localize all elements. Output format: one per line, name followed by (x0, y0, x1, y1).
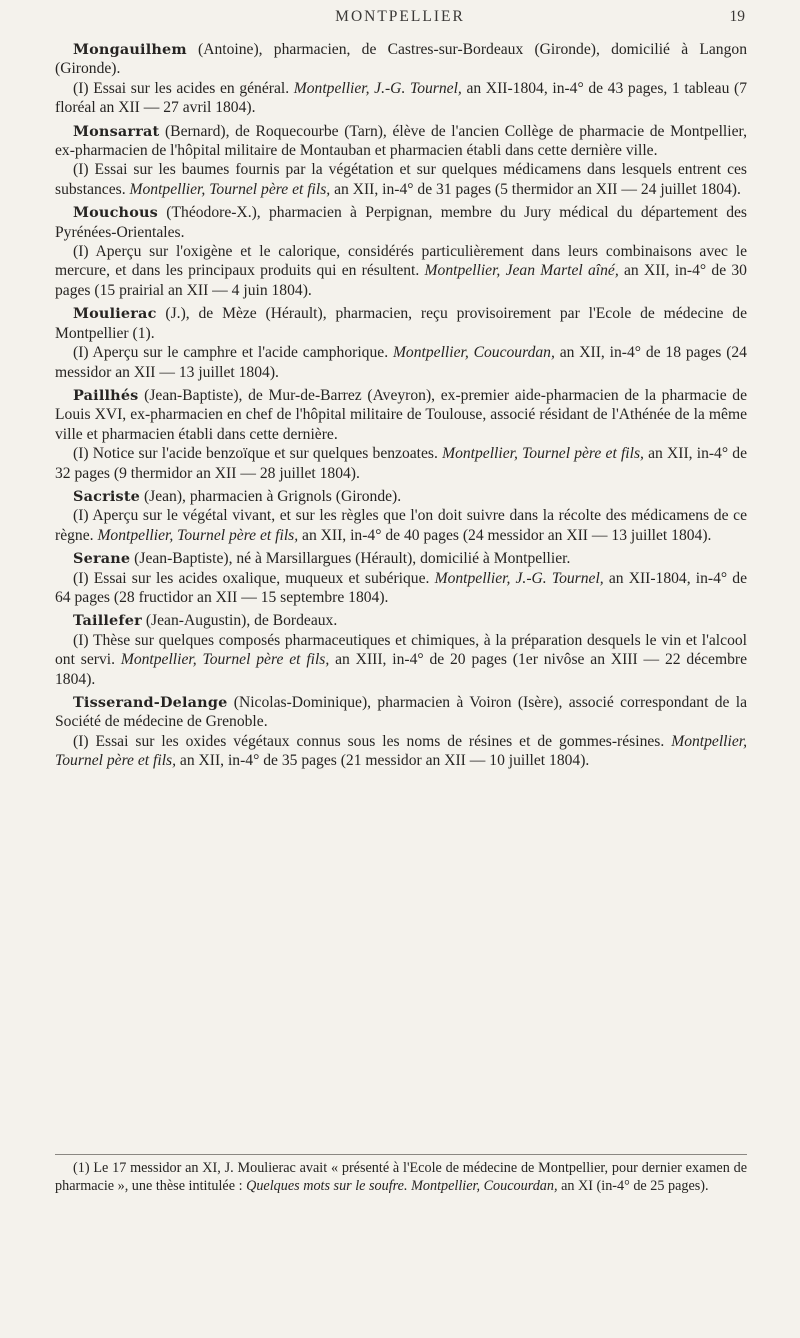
running-title: MONTPELLIER (335, 8, 465, 25)
author-description: (Nicolas-Dominique), pharmacien à Voiron (Isère), associé correspondant de la Société de médecine de Grenoble. (55, 694, 747, 731)
entry-heading (55, 40, 747, 79)
work-details: an XII-1804, in-4° de 43 pages, 1 tableau (7 floréal an XII — 27 avril 1804). (55, 79, 748, 117)
work-title: (I) Essai sur les acides en général. (73, 79, 294, 97)
author-name: Mongauilhem (73, 41, 187, 58)
entry-heading (55, 122, 747, 161)
work-details: an XII, in-4° de 18 pages (24 messidor an XII — 13 juillet 1804). (55, 344, 747, 381)
work-citation (55, 569, 747, 608)
footnote-title: Quelques mots sur le soufre. Montpellier, Coucourdan, (246, 1177, 558, 1194)
work-title: (I) Thèse sur quelques composés pharmaceutiques et chimiques, à la préparation desquels le vin et l'alcool ont servi. (55, 631, 747, 669)
author-description: (Antoine), pharmacien, de Castres-sur-Bordeaux (Gironde), domicilié à Langon (Gironde). (55, 41, 747, 78)
author-description: (Jean-Augustin), de Bordeaux. (141, 612, 338, 630)
entry-tisserand-delange (55, 693, 747, 771)
footnote-separator (55, 1154, 747, 1155)
author-description: (Théodore-X.), pharmacien à Perpignan, membre du Jury médical du département des Pyrénées-Orientales. (55, 204, 747, 241)
work-citation (55, 631, 747, 689)
work-title: (I) Essai sur les baumes fournis par la végétation et sur quelques médicamens dans lesquels entrent ces substances. (55, 161, 747, 198)
work-citation (55, 444, 747, 483)
work-title: (I) Aperçu sur le camphre et l'acide camphorique. (73, 344, 393, 362)
entry-heading (55, 386, 747, 444)
author-description: (Bernard), de Roquecourbe (Tarn), élève de l'ancien Collège de pharmacie de Montpellier, ex-pharmacien de l'hôpital militaire de Montauban et pharmacien établi dans cette dernière ville. (55, 122, 747, 160)
author-name: Moulierac (73, 305, 157, 323)
work-title: (I) Essai sur les acides oxalique, muqueux et subérique. (73, 569, 435, 587)
entries-list (55, 40, 747, 771)
entry-heading (55, 549, 747, 568)
author-name: Mouchous (73, 204, 158, 222)
footnote-text: (1) Le 17 messidor an XI, J. Moulierac avait « présenté à l'Ecole de médecine de Montpellier, pour dernier examen de pharmacie », une thèse intitulée : (55, 1160, 747, 1194)
work-imprint: Montpellier, Tournel père et fils, (120, 651, 330, 669)
work-imprint: Montpellier, Coucourdan, (392, 344, 555, 362)
work-details: an XII-1804, in-4° de 64 pages (28 fructidor an XII — 15 septembre 1804). (55, 569, 747, 606)
author-name: Paillhés (73, 386, 139, 404)
entry-monsarrat (55, 122, 747, 200)
work-details: an XII, in-4° de 30 pages (15 prairial an XII — 4 juin 1804). (55, 262, 747, 299)
work-details: an XII, in-4° de 31 pages (5 thermidor an XII — 24 juillet 1804). (330, 180, 741, 198)
work-imprint: Montpellier, Tournel père et fils, (97, 526, 299, 544)
work-citation (55, 79, 747, 118)
work-imprint: Montpellier, Jean Martel aîné, (424, 262, 619, 280)
work-details: an XII, in-4° de 32 pages (9 thermidor an XII — 28 juillet 1804). (55, 445, 747, 482)
entry-serane (55, 549, 747, 607)
work-citation (55, 732, 747, 771)
author-name: Tisserand-Delange (73, 694, 228, 711)
author-description: (Jean-Baptiste), de Mur-de-Barrez (Aveyron), ex-premier aide-pharmacien de la pharmacie de Louis XVI, ex-pharmacien en chef de l'hôpital militaire de Toulouse, associé résidant de l'Athénée de la même ville et pharmacien établi dans cette dernière. (55, 386, 747, 443)
entry-mouchous (55, 203, 747, 300)
author-name: Serane (73, 550, 131, 568)
author-name: Taillefer (73, 612, 142, 630)
entry-heading (55, 693, 747, 732)
entry-heading (55, 487, 747, 506)
entry-heading (55, 611, 747, 630)
author-description: (Jean-Baptiste), né à Marsillargues (Hérault), domicilié à Montpellier. (130, 550, 571, 568)
work-title: (I) Essai sur les oxides végétaux connus sous les noms de résines et de gommes-résines. (73, 732, 672, 750)
work-details: an XII, in-4° de 35 pages (21 messidor an XII — 10 juillet 1804). (176, 752, 590, 770)
entry-paillhes (55, 386, 747, 483)
entry-heading (55, 304, 747, 343)
work-details: an XIII, in-4° de 20 pages (1er nivôse an XIII — 22 décembre 1804). (55, 651, 747, 688)
entry-sacriste (55, 487, 747, 545)
entry-heading (55, 203, 747, 242)
work-title: (I) Aperçu sur le végétal vivant, et sur les règles que l'on doit suivre dans la récolte des médicamens de ce règne. (55, 507, 747, 544)
work-citation (55, 242, 747, 300)
author-name: Monsarrat (73, 122, 160, 140)
entry-moulierac (55, 304, 747, 382)
work-title: (I) Aperçu sur l'oxigène et le calorique, considérés particulièrement dans leurs combinaisons avec le mercure, et dans les principaux produits qui en résultent. (55, 243, 747, 280)
entry-taillefer (55, 611, 747, 689)
work-title: (I) Notice sur l'acide benzoïque et sur quelques benzoates. (73, 445, 443, 463)
work-citation (55, 343, 747, 382)
work-citation (55, 160, 747, 199)
work-imprint: Montpellier, Tournel père et fils, (55, 732, 747, 770)
footnote (55, 1160, 747, 1195)
work-citation (55, 506, 747, 545)
running-head (55, 8, 745, 34)
work-imprint: Montpellier, Tournel père et fils, (442, 445, 644, 463)
author-description: (Jean), pharmacien à Grignols (Gironde). (140, 487, 402, 505)
work-imprint: Montpellier, J.-G. Tournel, (434, 569, 604, 587)
author-description: (J.), de Mèze (Hérault), pharmacien, reçu provisoirement par l'Ecole de médecine de Montpellier (1). (55, 305, 747, 342)
footnote-details: an XI (in-4° de 25 pages). (557, 1177, 709, 1194)
author-name: Sacriste (73, 487, 141, 505)
entry-mongauilhem (55, 40, 747, 118)
work-details: an XII, in-4° de 40 pages (24 messidor an XII — 13 juillet 1804). (298, 526, 712, 544)
work-imprint: Montpellier, J.-G. Tournel, (293, 79, 462, 97)
page-number: 19 (729, 8, 745, 25)
work-imprint: Montpellier, Tournel père et fils, (129, 180, 331, 198)
